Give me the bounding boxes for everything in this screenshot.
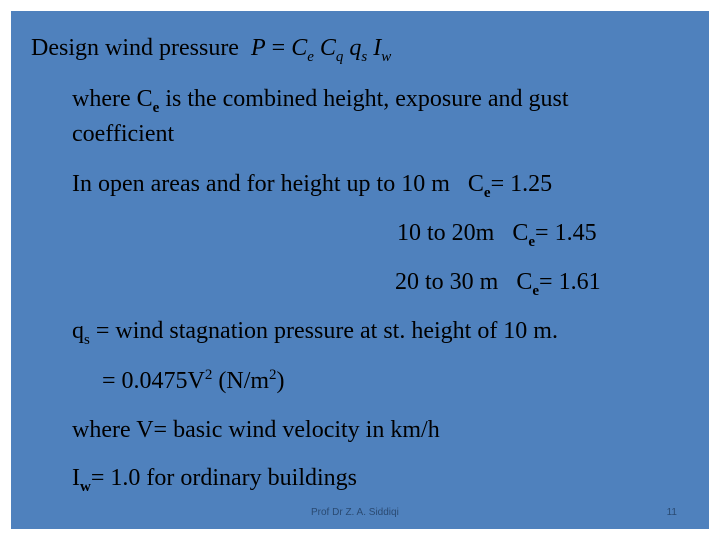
ce-row-label: In open areas and for height up to 10 m [72, 171, 450, 197]
ce-symbol-sub: e [528, 234, 536, 250]
design-wind-pressure-heading [31, 33, 391, 63]
ce-row-10-20 [397, 218, 597, 248]
formula-iw: I [373, 35, 382, 61]
iw-text: = 1.0 for ordinary buildings [90, 465, 358, 491]
ce-symbol: C [467, 171, 484, 197]
formula-ce: C [291, 35, 308, 61]
qs-definition-text: = wind stagnation pressure at st. height of 10 m. [89, 318, 558, 344]
slide [11, 11, 709, 529]
ce-row-open-area [72, 169, 552, 199]
formula-qs: q [349, 35, 362, 61]
qs-formula-mid: (N/m [212, 368, 270, 394]
formula-cq-sub: q [335, 49, 344, 65]
ce-symbol: C [512, 220, 529, 246]
formula-cq: C [319, 35, 336, 61]
formula-ce-sub: e [307, 49, 314, 65]
ce-row-label: 20 to 30 m [395, 269, 499, 295]
ce-definition-pre: where C [72, 86, 153, 112]
ce-definition-sub: e [152, 100, 160, 116]
heading-label: Design wind pressure [31, 35, 239, 61]
qs-formula-exp2: 2 [269, 367, 277, 383]
ce-value: = 1.45 [535, 220, 597, 246]
ce-symbol-sub: e [532, 283, 540, 299]
formula-iw-sub: w [381, 49, 392, 65]
ce-symbol-sub: e [483, 185, 491, 201]
qs-definition [72, 316, 558, 346]
qs-formula-post: ) [276, 368, 285, 394]
footer-author: Prof Dr Z. A. Siddiqi [311, 507, 399, 518]
qs-symbol-sub: s [84, 332, 90, 348]
formula-p: P [250, 35, 266, 61]
qs-formula-exp1: 2 [204, 367, 213, 383]
ce-definition-line2: coefficient [72, 121, 175, 147]
footer-page-number: 11 [666, 507, 677, 518]
qs-formula-pre: = 0.0475V [102, 368, 205, 394]
qs-formula [102, 366, 285, 396]
iw-symbol: I [72, 465, 80, 491]
v-definition: where V= basic wind velocity in km/h [72, 417, 440, 443]
formula-qs-sub: s [361, 49, 368, 65]
ce-row-label: 10 to 20m [397, 220, 495, 246]
ce-definition-line1 [72, 84, 569, 114]
ce-value: = 1.61 [539, 269, 601, 295]
ce-value: = 1.25 [490, 171, 553, 197]
qs-symbol: q [72, 318, 84, 344]
ce-definition-post: is the combined height, exposure and gust [159, 86, 569, 112]
formula-equals: = [265, 35, 292, 61]
ce-row-20-30 [395, 267, 601, 297]
iw-line [72, 463, 357, 493]
ce-symbol: C [516, 269, 533, 295]
iw-symbol-sub: w [80, 479, 91, 495]
